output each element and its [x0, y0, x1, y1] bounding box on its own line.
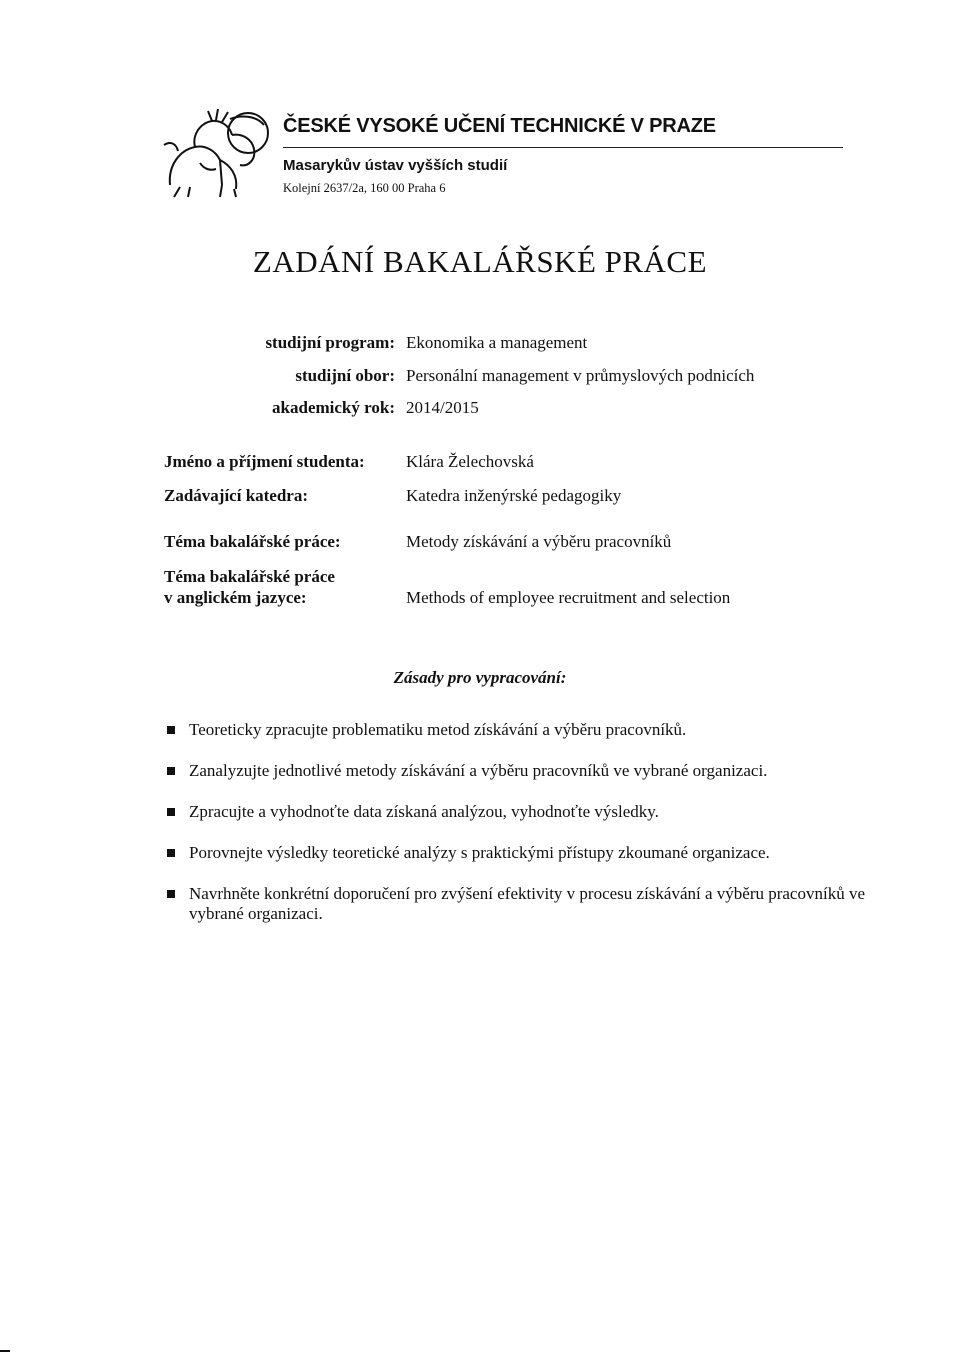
department-value: Katedra inženýrské pedagogiky: [406, 486, 622, 505]
academic-year-label: akademický rok:: [272, 398, 395, 417]
lion-coat-of-arms-logo: [160, 105, 275, 200]
square-bullet-icon: [167, 890, 175, 898]
list-item: [165, 802, 865, 822]
list-item-text: Zanalyzujte jednotlivé metody získávání a výběru pracovníků ve vybrané organizaci.: [189, 761, 768, 780]
list-item: [165, 884, 865, 924]
list-item: [165, 761, 865, 781]
thesis-topic-value: Metody získávání a výběru pracovníků: [406, 532, 672, 551]
square-bullet-icon: [167, 726, 175, 734]
thesis-topic-en-value: Methods of employee recruitment and selection: [406, 588, 731, 607]
study-program-label: studijní program:: [265, 333, 395, 352]
square-bullet-icon: [167, 808, 175, 816]
list-item: [165, 843, 865, 863]
square-bullet-icon: [167, 849, 175, 857]
academic-year-value: 2014/2015: [406, 398, 479, 417]
student-name-value: Klára Želechovská: [406, 452, 534, 471]
principles-list: [165, 720, 865, 945]
thesis-topic-en-label-line2: v anglickém jazyce:: [164, 588, 307, 607]
study-program-value: Ekonomika a management: [406, 333, 588, 352]
institute-name: Masarykův ústav vyšších studií: [283, 157, 508, 174]
university-name: ČESKÉ VYSOKÉ UČENÍ TECHNICKÉ V PRAZE: [283, 115, 716, 137]
document-title: ZADÁNÍ BAKALÁŘSKÉ PRÁCE: [252, 244, 708, 279]
student-name-label: Jméno a příjmení studenta:: [164, 452, 365, 471]
list-item-text: Porovnejte výsledky teoretické analýzy s praktickými přístupy zkoumané organizace.: [189, 843, 770, 862]
field-of-study-label: studijní obor:: [295, 366, 395, 385]
list-item-text: Zpracujte a vyhodnoťte data získaná analýzou, vyhodnoťte výsledky.: [189, 802, 659, 821]
thesis-topic-label: Téma bakalářské práce:: [164, 532, 341, 551]
institute-address: Kolejní 2637/2a, 160 00 Praha 6: [283, 181, 446, 195]
header-divider: [283, 147, 843, 148]
list-item-text: Navrhněte konkrétní doporučení pro zvýšení efektivity v procesu získávání a výběru pracovníků ve vybrané organizaci.: [189, 884, 865, 923]
principles-heading: Zásady pro vypracování:: [393, 668, 567, 687]
list-item: [165, 720, 865, 740]
list-item-text: Teoreticky zpracujte problematiku metod získávání a výběru pracovníků.: [189, 720, 687, 739]
thesis-topic-en-label-line1: Téma bakalářské práce: [164, 567, 335, 586]
field-of-study-value: Personální management v průmyslových podnicích: [406, 366, 755, 385]
department-label: Zadávající katedra:: [164, 486, 309, 505]
square-bullet-icon: [167, 767, 175, 775]
scan-edge-mark: [0, 1350, 10, 1352]
